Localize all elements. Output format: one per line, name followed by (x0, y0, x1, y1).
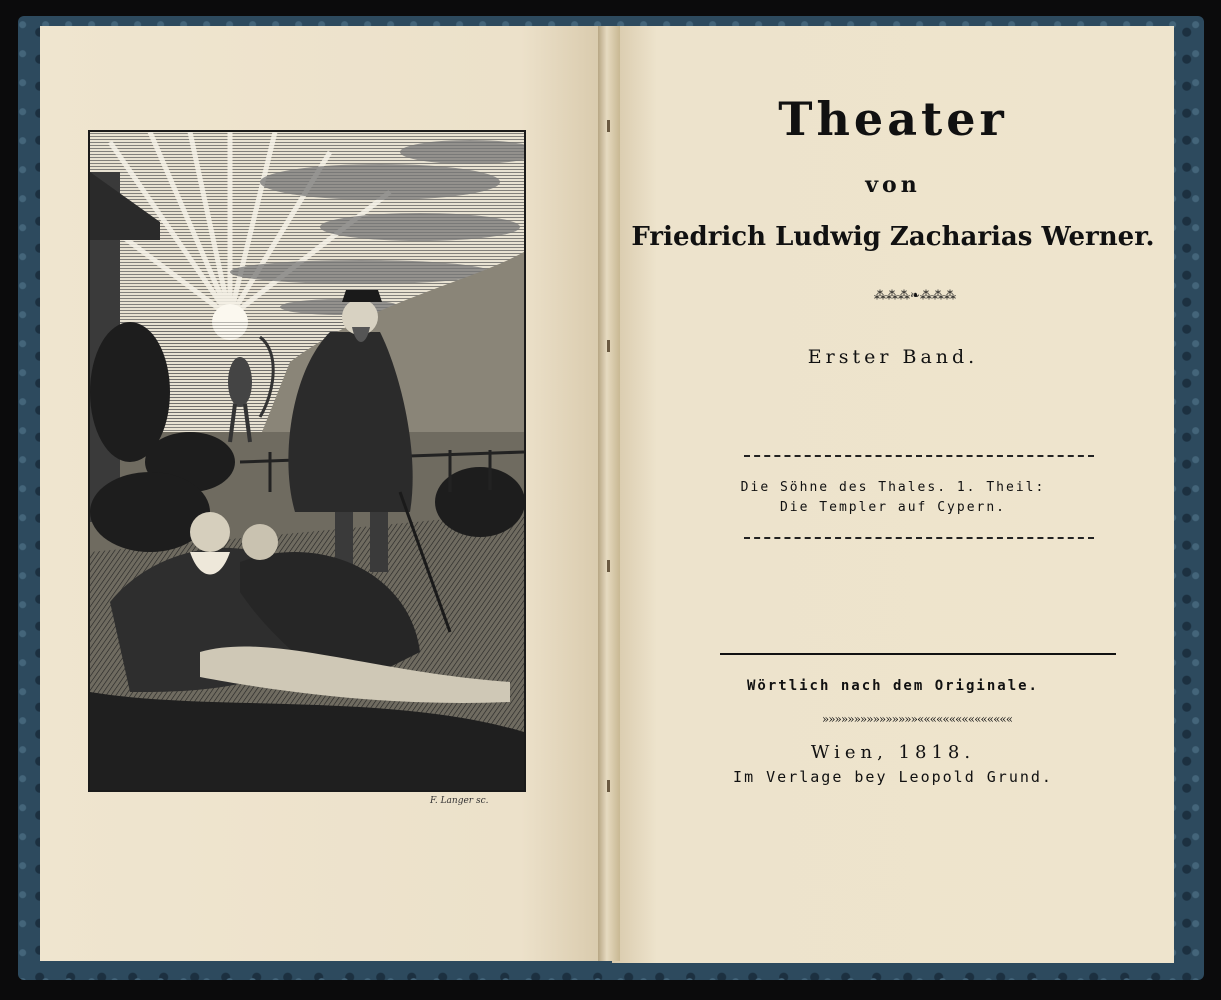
binding-stitch (607, 120, 610, 132)
imprint-publisher: Im Verlage bey Leopold Grund. (733, 768, 1053, 786)
binding-stitch (607, 340, 610, 352)
engraving-illustration (90, 132, 524, 790)
volume-label: Erster Band. (807, 346, 979, 368)
dashed-rule-top (744, 455, 1094, 457)
original-note: Wörtlich nach dem Originale. (746, 678, 1039, 694)
binding-stitch (607, 780, 610, 792)
ornament-divider: »»»»»»»»»»»»»»»««««««««««««««« (821, 712, 1013, 726)
binding-stitch (607, 560, 610, 572)
contents-line-1: Die Söhne des Thales. 1. Theil: (740, 480, 1046, 495)
book-title: Theater (778, 92, 1008, 146)
ornament-divider: ⁂⁂⁂❧⁂⁂⁂ (873, 288, 957, 302)
imprint-place: Wien, 1818. (810, 742, 976, 763)
title-von: von (865, 172, 921, 198)
frontispiece-engraving (88, 130, 526, 792)
tapered-rule (720, 652, 1116, 656)
dashed-rule-bottom (744, 537, 1094, 539)
author-name: Friedrich Ludwig Zacharias Werner. (631, 222, 1155, 252)
contents-line-2: Die Templer auf Cypern. (779, 500, 1006, 515)
engraver-credit: F. Langer sc. (430, 796, 489, 806)
contents-block (612, 478, 1174, 518)
